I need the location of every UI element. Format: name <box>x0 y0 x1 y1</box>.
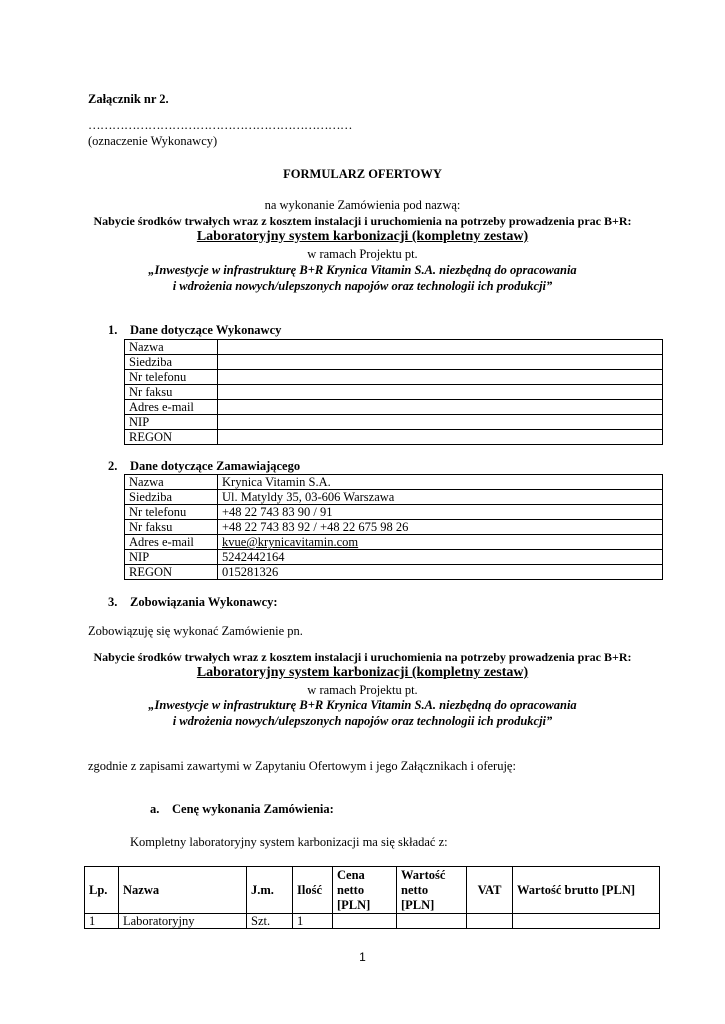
subsection-a-intro: Kompletny laboratoryjny system karbonizacji ma się składać z: <box>130 835 448 849</box>
table-row <box>125 385 663 400</box>
section3-number: 3. <box>108 595 118 609</box>
subsection-a-letter: a. <box>150 802 160 816</box>
row-value: 5242442164 <box>218 550 663 565</box>
row-value[interactable] <box>218 415 663 430</box>
email-link[interactable]: kvue@krynicavitamin.com <box>218 535 663 550</box>
col-header-gross-value: Wartość brutto [PLN] <box>513 867 660 914</box>
row-value: +48 22 743 83 92 / +48 22 675 98 26 <box>218 520 663 535</box>
table-row <box>125 490 663 505</box>
cell-name: Laboratoryjny <box>119 914 247 929</box>
col-header-net-value: Wartość netto [PLN] <box>397 867 467 914</box>
col-header-lp: Lp. <box>85 867 119 914</box>
cell-lp: 1 <box>85 914 119 929</box>
row-value[interactable] <box>218 370 663 385</box>
table-row <box>125 430 663 445</box>
contractor-dots: ………………………………………………………… <box>88 118 352 132</box>
row-label: Nr faksu <box>125 520 218 535</box>
row-value: 015281326 <box>218 565 663 580</box>
row-label: Nazwa <box>125 340 218 355</box>
section3-title: Zobowiązania Wykonawcy: <box>130 595 278 609</box>
section3-project-intro: w ramach Projektu pt. <box>307 683 418 697</box>
row-label: Nazwa <box>125 475 218 490</box>
row-label: REGON <box>125 430 218 445</box>
contractor-note: (oznaczenie Wykonawcy) <box>88 134 218 148</box>
col-header-unit: J.m. <box>247 867 293 914</box>
cell-gross-value[interactable] <box>513 914 660 929</box>
table-header-row <box>85 867 660 914</box>
row-label: NIP <box>125 550 218 565</box>
row-label: REGON <box>125 565 218 580</box>
row-label: Nr telefonu <box>125 505 218 520</box>
commit-text: Zobowiązuję się wykonać Zamówienie pn. <box>88 624 303 638</box>
row-value[interactable] <box>218 340 663 355</box>
table-row <box>85 914 660 929</box>
col-header-vat: VAT <box>467 867 513 914</box>
table-row <box>125 565 663 580</box>
row-label: Adres e-mail <box>125 400 218 415</box>
section3-project-line2: i wdrożenia nowych/ulepszonych napojów oraz technologii ich produkcji” <box>172 714 553 728</box>
section3-subject-line: Nabycie środków trwałych wraz z kosztem instalacji i uruchomienia na potrzeby prowadzenia prac B+R: <box>93 650 632 664</box>
annex-title: Załącznik nr 2. <box>88 92 169 106</box>
form-intro: na wykonanie Zamówienia pod nazwą: <box>264 198 461 212</box>
cell-qty: 1 <box>293 914 333 929</box>
table-row <box>125 415 663 430</box>
table-row <box>125 475 663 490</box>
form-title: FORMULARZ OFERTOWY <box>283 167 442 181</box>
cell-vat[interactable] <box>467 914 513 929</box>
form-project-line2: i wdrożenia nowych/ulepszonych napojów oraz technologii ich produkcji” <box>172 279 553 293</box>
row-label: Nr faksu <box>125 385 218 400</box>
table-row <box>125 520 663 535</box>
table-row <box>125 370 663 385</box>
contractor-table <box>124 339 663 445</box>
col-header-name: Nazwa <box>119 867 247 914</box>
table-row <box>125 340 663 355</box>
section1-title: Dane dotyczące Wykonawcy <box>130 323 282 337</box>
row-value: Krynica Vitamin S.A. <box>218 475 663 490</box>
table-row <box>125 400 663 415</box>
cell-unit: Szt. <box>247 914 293 929</box>
form-project-intro: w ramach Projektu pt. <box>307 247 418 261</box>
section2-title: Dane dotyczące Zamawiającego <box>130 459 301 473</box>
accordance-text: zgodnie z zapisami zawartymi w Zapytaniu Ofertowym i jego Załącznikach i oferuję: <box>88 759 516 773</box>
row-label: Nr telefonu <box>125 370 218 385</box>
section3-subject-name: Laboratoryjny system karbonizacji (kompletny zestaw) <box>196 665 529 680</box>
section2-number: 2. <box>108 459 118 473</box>
form-subject-name: Laboratoryjny system karbonizacji (kompletny zestaw) <box>196 229 529 244</box>
ordering-party-table <box>124 474 663 580</box>
cell-net-price[interactable] <box>333 914 397 929</box>
table-row <box>125 535 663 550</box>
row-value[interactable] <box>218 400 663 415</box>
row-value[interactable] <box>218 355 663 370</box>
col-header-qty: Ilość <box>293 867 333 914</box>
section1-number: 1. <box>108 323 118 337</box>
row-label: Adres e-mail <box>125 535 218 550</box>
subsection-a-title: Cenę wykonania Zamówienia: <box>172 802 334 816</box>
form-subject-line: Nabycie środków trwałych wraz z kosztem instalacji i uruchomienia na potrzeby prowadzenia prac B+R: <box>93 214 632 228</box>
price-table <box>84 866 660 929</box>
cell-net-value[interactable] <box>397 914 467 929</box>
row-value[interactable] <box>218 430 663 445</box>
row-value: +48 22 743 83 90 / 91 <box>218 505 663 520</box>
table-row <box>125 355 663 370</box>
table-row <box>125 550 663 565</box>
row-value[interactable] <box>218 385 663 400</box>
row-value: Ul. Matyldy 35, 03-606 Warszawa <box>218 490 663 505</box>
page-number: 1 <box>359 950 366 964</box>
table-row <box>125 505 663 520</box>
col-header-net-price: Cena netto [PLN] <box>333 867 397 914</box>
row-label: Siedziba <box>125 490 218 505</box>
form-project-line1: „Inwestycje w infrastrukturę B+R Krynica Vitamin S.A. niezbędną do opracowania <box>148 263 577 277</box>
row-label: NIP <box>125 415 218 430</box>
section3-project-line1: „Inwestycje w infrastrukturę B+R Krynica Vitamin S.A. niezbędną do opracowania <box>148 698 577 712</box>
row-label: Siedziba <box>125 355 218 370</box>
